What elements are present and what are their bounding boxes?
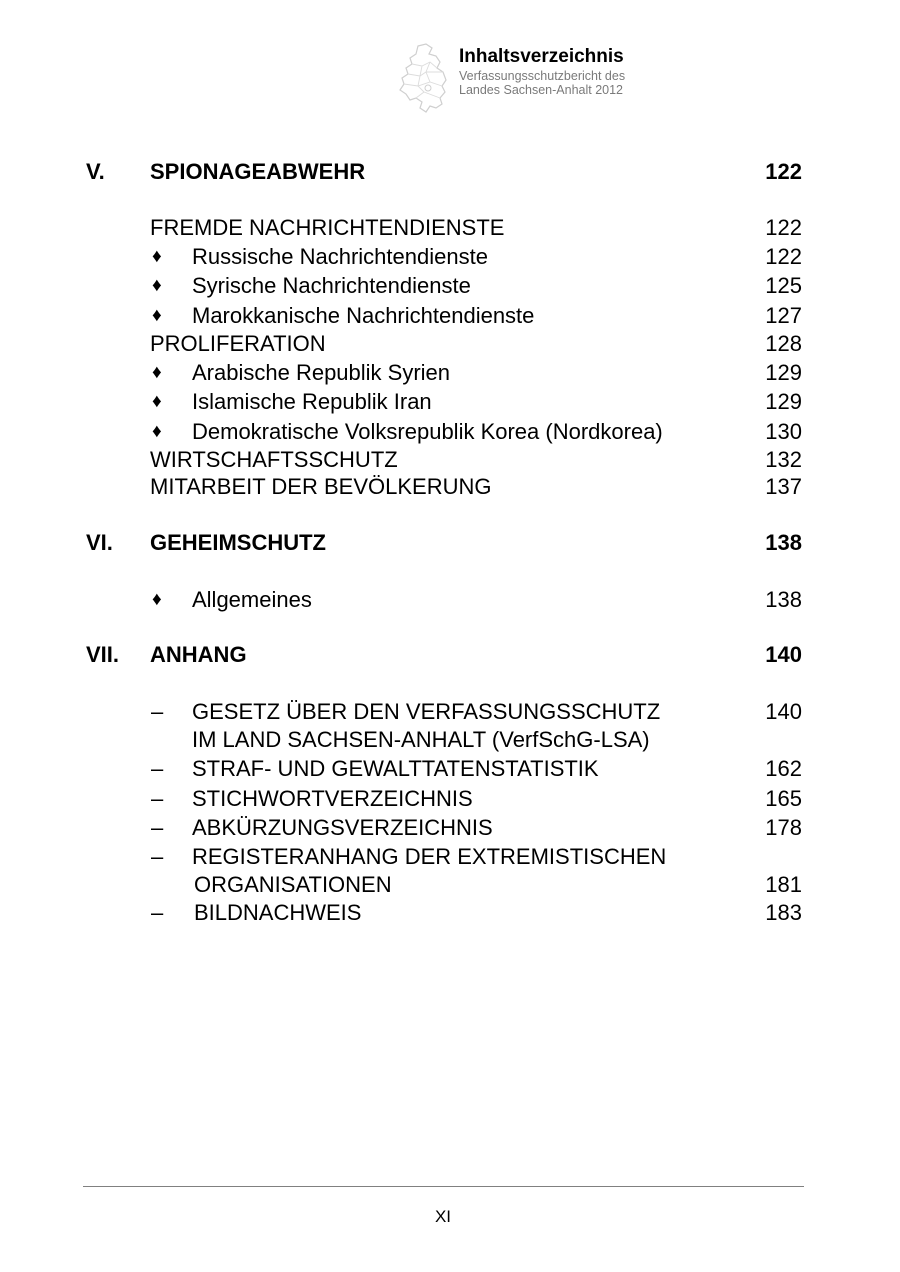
toc-entry-russische: [0, 243, 900, 271]
toc-entry-allgemeines: [0, 586, 900, 614]
toc-entry-fremde-nachrichtendienste: [0, 214, 900, 242]
diamond-bullet-icon: ♦: [152, 246, 162, 267]
section-number: V.: [86, 159, 105, 184]
section-title: ANHANG: [150, 642, 247, 667]
dash-bullet-icon: –: [151, 815, 164, 840]
toc-entry-proliferation: [0, 330, 900, 358]
page-number: 129: [765, 360, 802, 385]
page-number: 132: [765, 447, 802, 472]
entry-title: STICHWORTVERZEICHNIS: [192, 786, 473, 811]
toc-entry-statistik: [0, 755, 900, 783]
page-number: 127: [765, 303, 802, 328]
page-number: 138: [765, 587, 802, 612]
toc-entry-stichwort: [0, 785, 900, 813]
diamond-bullet-icon: ♦: [152, 362, 162, 383]
toc-entry-iran: [0, 388, 900, 416]
entry-title: Arabische Republik Syrien: [192, 360, 451, 385]
toc-entry-registeranhang: [0, 843, 900, 871]
entry-title-line1: GESETZ ÜBER DEN VERFASSUNGSSCHUTZ: [192, 699, 661, 724]
dash-bullet-icon: –: [151, 756, 164, 781]
page-number: 178: [765, 815, 802, 840]
entry-title-line2: ORGANISATIONEN: [194, 872, 392, 897]
entry-title-line1: REGISTERANHANG DER EXTREMISTISCHEN: [192, 844, 667, 869]
toc-entry-marokkanische: [0, 302, 900, 330]
sachsen-anhalt-map-icon: [396, 42, 460, 114]
dash-bullet-icon: –: [151, 699, 164, 724]
diamond-bullet-icon: ♦: [152, 275, 162, 296]
page-number: 130: [765, 419, 802, 444]
page-number: 140: [765, 699, 802, 724]
entry-title: PROLIFERATION: [150, 331, 326, 356]
entry-title: WIRTSCHAFTSSCHUTZ: [150, 447, 398, 472]
footer-divider: [83, 1186, 804, 1187]
diamond-bullet-icon: ♦: [152, 421, 162, 442]
entry-title-line2: IM LAND SACHSEN-ANHALT (VerfSchG-LSA): [192, 727, 650, 752]
header-title: Inhaltsverzeichnis: [459, 46, 624, 67]
entry-title: Islamische Republik Iran: [192, 389, 432, 414]
entry-title: Allgemeines: [192, 587, 312, 612]
toc-section-spionageabwehr: [0, 158, 900, 186]
dash-bullet-icon: –: [151, 786, 164, 811]
entry-title: Demokratische Volksrepublik Korea (Nordkorea): [192, 419, 663, 444]
page-number: 122: [765, 244, 802, 269]
toc-entry-wirtschaftsschutz: [0, 446, 900, 474]
entry-title: Marokkanische Nachrichtendienste: [192, 303, 535, 328]
toc-section-anhang: [0, 641, 900, 669]
page-number: 129: [765, 389, 802, 414]
toc-entry-bildnachweis: [0, 899, 900, 927]
toc-section-geheimschutz: [0, 529, 900, 557]
page-number: 125: [765, 273, 802, 298]
footer-page-number: XI: [434, 1207, 452, 1226]
section-number: VI.: [86, 530, 113, 555]
section-title: SPIONAGEABWEHR: [150, 159, 366, 184]
entry-title: BILDNACHWEIS: [194, 900, 362, 925]
page-number: 128: [765, 331, 802, 356]
page-number: 181: [765, 872, 802, 897]
entry-title: ABKÜRZUNGSVERZEICHNIS: [192, 815, 493, 840]
page-number: 122: [765, 215, 802, 240]
entry-title: MITARBEIT DER BEVÖLKERUNG: [150, 474, 492, 499]
entry-title: Syrische Nachrichtendienste: [192, 273, 471, 298]
toc-entry-mitarbeit: [0, 473, 900, 501]
page-number: 165: [765, 786, 802, 811]
toc-entry-nordkorea: [0, 418, 900, 446]
dash-bullet-icon: –: [151, 844, 164, 869]
toc-entry-abkuerzung: [0, 814, 900, 842]
toc-entry-gesetz: [0, 698, 900, 726]
toc-entry-gesetz-continued: [0, 726, 900, 754]
dash-bullet-icon: –: [151, 900, 164, 925]
page-number: 162: [765, 756, 802, 781]
page-number: 138: [765, 530, 802, 555]
page-number: 122: [765, 159, 802, 184]
page-number: 183: [765, 900, 802, 925]
toc-entry-registeranhang-continued: [0, 871, 900, 899]
header-subtitle-line2: Landes Sachsen-Anhalt 2012: [459, 83, 624, 97]
section-number: VII.: [86, 642, 120, 667]
page-number: 140: [765, 642, 802, 667]
header-subtitle-line1: Verfassungsschutzbericht des: [459, 69, 626, 83]
entry-title: Russische Nachrichtendienste: [192, 244, 488, 269]
diamond-bullet-icon: ♦: [152, 589, 162, 610]
toc-entry-syrische: [0, 272, 900, 300]
page-number: 137: [765, 474, 802, 499]
diamond-bullet-icon: ♦: [152, 391, 162, 412]
entry-title: STRAF- UND GEWALTTATENSTATISTIK: [192, 756, 599, 781]
entry-title: FREMDE NACHRICHTENDIENSTE: [150, 215, 505, 240]
diamond-bullet-icon: ♦: [152, 305, 162, 326]
document-header: [396, 42, 696, 114]
section-title: GEHEIMSCHUTZ: [150, 530, 326, 555]
toc-entry-syrien: [0, 359, 900, 387]
